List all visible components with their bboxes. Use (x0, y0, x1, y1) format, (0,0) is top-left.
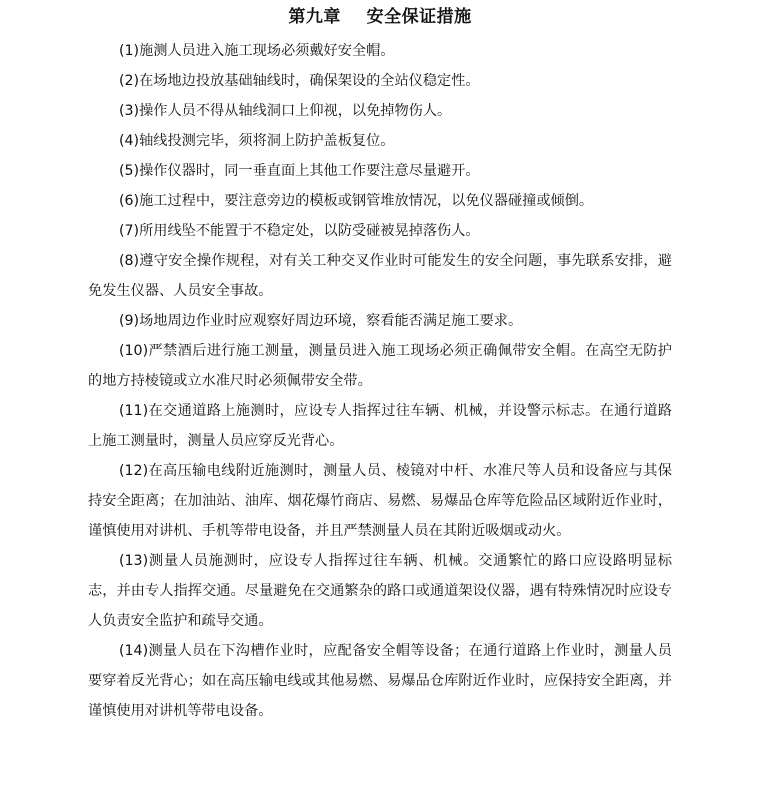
list-item: (9)场地周边作业时应观察好周边环境，察看能否满足施工要求。 (119, 313, 523, 329)
list-item: (8)遵守安全操作规程，对有关工种交叉作业时可能发生的安全问题，事先联系安排，避免发生仪器、人员安全事故。 (88, 253, 672, 299)
list-item: (10)严禁酒后进行施工测量，测量员进入施工现场必须正确佩带安全帽。在高空无防护的地方持棱镜或立水准尺时必须佩带安全带。 (88, 343, 672, 389)
list-item: (1)施测人员进入施工现场必须戴好安全帽。 (119, 43, 395, 59)
safety-measures-list (88, 36, 672, 726)
list-item: (14)测量人员在下沟槽作业时，应配备安全帽等设备；在通行道路上作业时，测量人员要穿着反光背心；如在高压输电线或其他易燃、易爆品仓库附近作业时，应保持安全距离，并谨慎使用对讲机等带电设备。 (88, 643, 672, 719)
list-item: (13)测量人员施测时，应设专人指挥过往车辆、机械。交通繁忙的路口应设路明显标志，并由专人指挥交通。尽量避免在交通繁杂的路口或通道架设仪器，遇有特殊情况时应设专人负责安全监护和疏导交通。 (88, 553, 672, 629)
list-item: (12)在高压输电线附近施测时，测量人员、棱镜对中杆、水准尺等人员和设备应与其保持安全距离；在加油站、油库、烟花爆竹商店、易燃、易爆品仓库等危险品区域附近作业时，谨慎使用对讲机、手机等带电设备，并且严禁测量人员在其附近吸烟或动火。 (88, 463, 672, 539)
list-item: (6)施工过程中，要注意旁边的模板或钢管堆放情况，以免仪器碰撞或倾倒。 (119, 193, 594, 209)
list-item: (3)操作人员不得从轴线洞口上仰视，以免掉物伤人。 (119, 103, 452, 119)
chapter-title: 第九章 安全保证措施 (288, 7, 472, 27)
list-item: (11)在交通道路上施测时，应设专人指挥过往车辆、机械，并设警示标志。在通行道路上施工测量时，测量人员应穿反光背心。 (88, 403, 672, 449)
list-item: (4)轴线投测完毕，须将洞上防护盖板复位。 (119, 133, 395, 149)
list-item: (5)操作仪器时，同一垂直面上其他工作要注意尽量避开。 (119, 163, 480, 179)
list-item: (7)所用线坠不能置于不稳定处，以防受碰被晃掉落伤人。 (119, 223, 480, 239)
list-item: (2)在场地边投放基础轴线时，确保架设的全站仪稳定性。 (119, 73, 480, 89)
